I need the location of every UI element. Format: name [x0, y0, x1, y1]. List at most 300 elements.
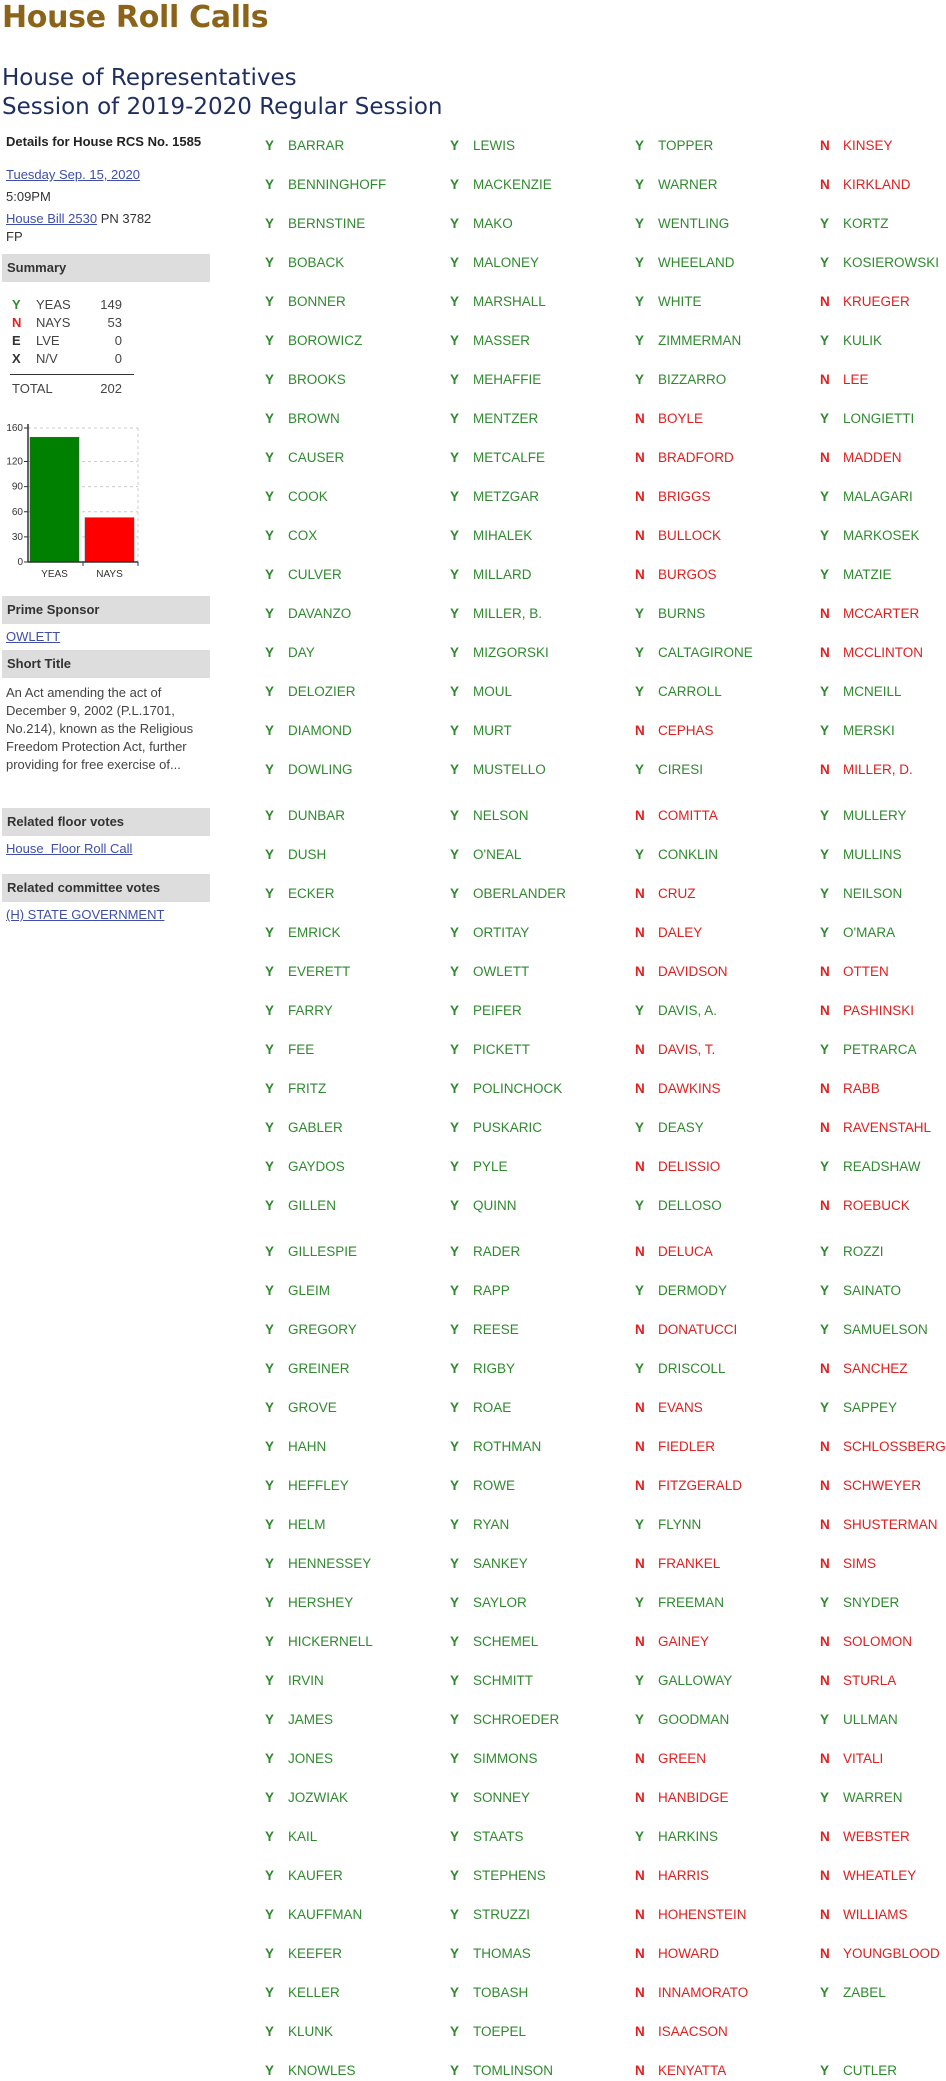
- vote-code: Y: [450, 1159, 460, 1174]
- member-name: MILLER, B.: [473, 606, 543, 621]
- member-name: STRUZZI: [473, 1907, 530, 1922]
- vote-code: N: [635, 411, 645, 426]
- member-name: BERNSTINE: [288, 216, 366, 231]
- vote-code: Y: [820, 1400, 830, 1415]
- vote-code: Y: [450, 1985, 460, 2000]
- vote-code: N: [820, 1517, 830, 1532]
- member-name: BOYLE: [658, 411, 704, 426]
- member-name: WHEATLEY: [843, 1868, 917, 1883]
- vote-code: N: [635, 925, 645, 940]
- member-name: KRUEGER: [843, 294, 910, 309]
- vote-code: Y: [265, 1198, 275, 1213]
- member-name: HENNESSEY: [288, 1556, 372, 1571]
- vote-code: Y: [265, 489, 275, 504]
- member-name: DUNBAR: [288, 808, 346, 823]
- member-name: CALTAGIRONE: [658, 645, 753, 660]
- member-name: NEILSON: [843, 886, 903, 901]
- vote-code: Y: [265, 1003, 275, 1018]
- vote-code: Y: [820, 723, 830, 738]
- total-label: TOTAL: [12, 381, 53, 396]
- vote-code: N: [635, 886, 645, 901]
- member-name: O'NEAL: [473, 847, 522, 862]
- summary-code: N: [12, 315, 22, 330]
- vote-code: Y: [450, 1673, 460, 1688]
- member-name: MEHAFFIE: [473, 372, 542, 387]
- member-name: PETRARCA: [843, 1042, 917, 1057]
- member-name: BONNER: [288, 294, 346, 309]
- vote-code: Y: [450, 1120, 460, 1135]
- vote-code: N: [820, 1556, 830, 1571]
- member-name: ISAACSON: [658, 2024, 728, 2039]
- member-name: PEIFER: [473, 1003, 522, 1018]
- member-name: DAVIS, A.: [658, 1003, 718, 1018]
- member-name: RAVENSTAHL: [843, 1120, 932, 1135]
- vote-code: N: [635, 1907, 645, 1922]
- vote-code: Y: [820, 1283, 830, 1298]
- related-floor-header: Related floor votes: [2, 808, 210, 836]
- vote-code: N: [635, 1081, 645, 1096]
- chart-bar-nays: [85, 518, 134, 562]
- vote-code: N: [635, 489, 645, 504]
- member-name: POLINCHOCK: [473, 1081, 563, 1096]
- vote-code: Y: [450, 886, 460, 901]
- member-name: EMRICK: [288, 925, 341, 940]
- member-name: LEE: [843, 372, 869, 387]
- member-name: ULLMAN: [843, 1712, 898, 1727]
- member-name: GREINER: [288, 1361, 350, 1376]
- vote-code: Y: [635, 138, 645, 153]
- vote-code: Y: [820, 1159, 830, 1174]
- vote-code: Y: [265, 1946, 275, 1961]
- vote-code: Y: [635, 1283, 645, 1298]
- vote-code: Y: [635, 333, 645, 348]
- vote-code: Y: [450, 964, 460, 979]
- vote-code: N: [820, 372, 830, 387]
- member-name: ORTITAY: [473, 925, 530, 940]
- member-name: MALONEY: [473, 255, 540, 270]
- member-name: EVANS: [658, 1400, 703, 1415]
- vote-code: Y: [265, 1556, 275, 1571]
- summary-divider: [10, 374, 134, 375]
- member-name: COX: [288, 528, 318, 543]
- summary-label: YEAS: [36, 297, 71, 312]
- vote-code: Y: [820, 1322, 830, 1337]
- vote-code: Y: [450, 567, 460, 582]
- vote-code: N: [820, 1751, 830, 1766]
- details-heading: Details for House RCS No. 1585: [6, 134, 202, 149]
- member-name: DEASY: [658, 1120, 704, 1135]
- member-name: EVERETT: [288, 964, 351, 979]
- member-name: SIMS: [843, 1556, 877, 1571]
- vote-code: Y: [820, 1042, 830, 1057]
- vote-code: Y: [635, 216, 645, 231]
- vote-code: Y: [265, 1478, 275, 1493]
- vote-code: Y: [450, 684, 460, 699]
- member-name: CIRESI: [658, 762, 704, 777]
- vote-code: Y: [265, 1595, 275, 1610]
- member-name: ZIMMERMAN: [658, 333, 742, 348]
- vote-code: Y: [265, 684, 275, 699]
- summary-label: LVE: [36, 333, 60, 348]
- vote-code: Y: [635, 1517, 645, 1532]
- member-name: GILLESPIE: [288, 1244, 358, 1259]
- vote-code: Y: [450, 1439, 460, 1454]
- vote-code: Y: [820, 1595, 830, 1610]
- member-name: RAPP: [473, 1283, 510, 1298]
- summary-label: N/V: [36, 351, 58, 366]
- member-name: HOWARD: [658, 1946, 719, 1961]
- vote-code: N: [820, 645, 830, 660]
- vote-code: Y: [450, 138, 460, 153]
- vote-code: Y: [820, 925, 830, 940]
- member-name: DALEY: [658, 925, 703, 940]
- committee-vote-link[interactable]: (H) STATE GOVERNMENT: [6, 907, 165, 922]
- member-name: GALLOWAY: [658, 1673, 733, 1688]
- member-name: HERSHEY: [288, 1595, 354, 1610]
- member-name: SIMMONS: [473, 1751, 538, 1766]
- member-name: DELOZIER: [288, 684, 356, 699]
- vote-code: Y: [820, 2063, 830, 2078]
- related-committee-header: Related committee votes: [2, 874, 210, 902]
- vote-code: N: [820, 177, 830, 192]
- vote-code: Y: [450, 1081, 460, 1096]
- member-name: WENTLING: [658, 216, 730, 231]
- page-title: House Roll Calls: [2, 0, 269, 35]
- member-name: GOODMAN: [658, 1712, 730, 1727]
- vote-code: Y: [450, 1868, 460, 1883]
- vote-code: Y: [635, 177, 645, 192]
- member-name: LEWIS: [473, 138, 516, 153]
- member-name: BOBACK: [288, 255, 345, 270]
- member-name: PUSKARIC: [473, 1120, 543, 1135]
- vote-chart: [0, 418, 150, 578]
- member-name: ROWE: [473, 1478, 515, 1493]
- member-name: BULLOCK: [658, 528, 722, 543]
- member-name: HEFFLEY: [288, 1478, 349, 1493]
- member-name: MARSHALL: [473, 294, 546, 309]
- member-name: KINSEY: [843, 138, 893, 153]
- member-name: FRITZ: [288, 1081, 327, 1096]
- member-name: RABB: [843, 1081, 880, 1096]
- member-name: SANCHEZ: [843, 1361, 908, 1376]
- vote-code: N: [820, 1829, 830, 1844]
- member-name: JOZWIAK: [288, 1790, 348, 1805]
- member-name: MADDEN: [843, 450, 902, 465]
- vote-code: Y: [450, 1400, 460, 1415]
- vote-code: N: [635, 1868, 645, 1883]
- vote-code: Y: [265, 1081, 275, 1096]
- member-name: DONATUCCI: [658, 1322, 738, 1337]
- member-name: WILLIAMS: [843, 1907, 908, 1922]
- member-name: REESE: [473, 1322, 519, 1337]
- vote-code: Y: [265, 333, 275, 348]
- member-name: BRADFORD: [658, 450, 734, 465]
- member-name: MCCLINTON: [843, 645, 924, 660]
- vote-code: Y: [265, 138, 275, 153]
- member-name: MILLARD: [473, 567, 532, 582]
- member-name: NELSON: [473, 808, 529, 823]
- total-value: 202: [100, 381, 122, 396]
- bill-link[interactable]: House Bill 2530: [6, 211, 98, 226]
- vote-code: N: [820, 1198, 830, 1213]
- short-title-text: An Act amending the act of December 9, 2002 (P.L.1701, No.214), known as the Religious Freedom Protection Act, further providing for free exercise of...: [6, 685, 194, 772]
- chart-bar-yeas: [30, 437, 79, 562]
- member-name: GAINEY: [658, 1634, 710, 1649]
- member-name: YOUNGBLOOD: [843, 1946, 940, 1961]
- member-name: KLUNK: [288, 2024, 334, 2039]
- vote-code: N: [635, 1634, 645, 1649]
- vote-code: Y: [635, 1361, 645, 1376]
- member-name: BROWN: [288, 411, 340, 426]
- member-name: BRIGGS: [658, 489, 711, 504]
- member-name: KAIL: [288, 1829, 318, 1844]
- vote-code: Y: [450, 1907, 460, 1922]
- vote-code: Y: [635, 762, 645, 777]
- member-name: TOBASH: [473, 1985, 529, 2000]
- vote-code: Y: [450, 1829, 460, 1844]
- vote-code: Y: [635, 606, 645, 621]
- vote-code: N: [635, 1556, 645, 1571]
- summary-row-nv: [10, 350, 132, 368]
- vote-code: Y: [265, 1907, 275, 1922]
- member-name: ROZZI: [843, 1244, 884, 1259]
- vote-code: N: [820, 1634, 830, 1649]
- vote-code: Y: [820, 528, 830, 543]
- vote-code: Y: [450, 1634, 460, 1649]
- vote-code: Y: [635, 847, 645, 862]
- vote-code: Y: [265, 606, 275, 621]
- vote-code: Y: [265, 528, 275, 543]
- vote-code: Y: [265, 1829, 275, 1844]
- session-name: Session of 2019-2020 Regular Session: [2, 94, 443, 120]
- member-name: SAPPEY: [843, 1400, 898, 1415]
- vote-code: Y: [450, 925, 460, 940]
- member-name: SOLOMON: [843, 1634, 913, 1649]
- vote-code: Y: [450, 489, 460, 504]
- vote-code: N: [635, 528, 645, 543]
- member-name: MATZIE: [843, 567, 892, 582]
- member-name: KOSIEROWSKI: [843, 255, 940, 270]
- vote-time: 5:09PM: [6, 189, 51, 204]
- vote-code: Y: [265, 964, 275, 979]
- member-name: MUSTELLO: [473, 762, 546, 777]
- member-name: SCHROEDER: [473, 1712, 560, 1727]
- prime-sponsor-link[interactable]: OWLETT: [6, 629, 61, 644]
- member-name: GREEN: [658, 1751, 707, 1766]
- floor-roll-call-link[interactable]: House Floor Roll Call: [6, 841, 133, 856]
- vote-code: Y: [450, 1283, 460, 1298]
- vote-code: N: [820, 1673, 830, 1688]
- vote-code: Y: [265, 1244, 275, 1259]
- member-name: HAHN: [288, 1439, 327, 1454]
- member-name: OWLETT: [473, 964, 530, 979]
- vote-code: Y: [820, 1712, 830, 1727]
- member-name: WHITE: [658, 294, 702, 309]
- member-name: READSHAW: [843, 1159, 921, 1174]
- vote-code: Y: [820, 333, 830, 348]
- summary-total-row: [10, 380, 132, 398]
- vote-code: Y: [635, 684, 645, 699]
- member-name: INNAMORATO: [658, 1985, 749, 2000]
- summary-label: NAYS: [36, 315, 71, 330]
- member-name: DELUCA: [658, 1244, 713, 1259]
- short-title-header: Short Title: [2, 650, 210, 678]
- member-name: FRANKEL: [658, 1556, 721, 1571]
- chart-x-tick-label: NAYS: [96, 569, 123, 578]
- chart-x-tick-label: YEAS: [41, 569, 68, 578]
- vote-code: Y: [450, 1042, 460, 1057]
- vote-code: Y: [265, 1790, 275, 1805]
- vote-code: Y: [265, 1439, 275, 1454]
- vote-code: Y: [265, 1712, 275, 1727]
- vote-code: Y: [265, 2024, 275, 2039]
- member-name: JAMES: [288, 1712, 334, 1727]
- member-name: STAATS: [473, 1829, 524, 1844]
- vote-code: N: [635, 1946, 645, 1961]
- vote-code: N: [635, 1790, 645, 1805]
- chamber-name: House of Representatives: [2, 65, 297, 91]
- member-name: DELLOSO: [658, 1198, 722, 1213]
- vote-code: Y: [820, 808, 830, 823]
- vote-code: Y: [450, 808, 460, 823]
- vote-code: N: [635, 1322, 645, 1337]
- member-name: FEE: [288, 1042, 315, 1057]
- vote-code: N: [820, 606, 830, 621]
- member-name: KAUFER: [288, 1868, 343, 1883]
- member-name: CONKLIN: [658, 847, 719, 862]
- vote-code: Y: [450, 294, 460, 309]
- member-name: SHUSTERMAN: [843, 1517, 938, 1532]
- vote-code: N: [820, 1081, 830, 1096]
- vote-code: Y: [635, 1595, 645, 1610]
- vote-code: Y: [635, 372, 645, 387]
- vote-code: Y: [450, 1595, 460, 1610]
- summary-row-nays: [10, 314, 132, 332]
- member-name: MAKO: [473, 216, 513, 231]
- vote-code: Y: [265, 1517, 275, 1532]
- vote-code: Y: [820, 1790, 830, 1805]
- vote-code: N: [820, 762, 830, 777]
- member-name: KENYATTA: [658, 2063, 727, 2078]
- vote-code: Y: [265, 886, 275, 901]
- member-name: KULIK: [843, 333, 883, 348]
- member-name: CAUSER: [288, 450, 345, 465]
- vote-code: Y: [265, 1985, 275, 2000]
- summary-row-yeas: [10, 296, 132, 314]
- vote-code: Y: [450, 606, 460, 621]
- member-name: DRISCOLL: [658, 1361, 726, 1376]
- vote-code: Y: [820, 684, 830, 699]
- member-name: FIEDLER: [658, 1439, 716, 1454]
- vote-code: Y: [265, 216, 275, 231]
- vote-code: N: [635, 1439, 645, 1454]
- vote-code: N: [635, 723, 645, 738]
- member-name: DAY: [288, 645, 315, 660]
- vote-code: Y: [450, 528, 460, 543]
- member-name: COMITTA: [658, 808, 718, 823]
- summary-header: Summary: [2, 254, 210, 282]
- member-name: DAVIDSON: [658, 964, 728, 979]
- vote-code: Y: [265, 762, 275, 777]
- vote-code: Y: [265, 723, 275, 738]
- vote-code: Y: [265, 808, 275, 823]
- vote-code: Y: [450, 372, 460, 387]
- vote-code: N: [635, 1042, 645, 1057]
- member-name: RYAN: [473, 1517, 510, 1532]
- vote-code: Y: [635, 1673, 645, 1688]
- member-name: ECKER: [288, 886, 335, 901]
- vote-code: Y: [450, 2063, 460, 2078]
- member-name: GROVE: [288, 1400, 337, 1415]
- member-name: MOUL: [473, 684, 513, 699]
- summary-code: X: [12, 351, 21, 366]
- member-name: SCHEMEL: [473, 1634, 539, 1649]
- vote-code: Y: [265, 1283, 275, 1298]
- vote-code: Y: [820, 255, 830, 270]
- vote-code: N: [820, 1946, 830, 1961]
- member-name: WARNER: [658, 177, 718, 192]
- member-name: STURLA: [843, 1673, 897, 1688]
- member-name: HARKINS: [658, 1829, 719, 1844]
- member-name: DUSH: [288, 847, 327, 862]
- summary-value: 53: [107, 315, 122, 330]
- vote-code: Y: [820, 886, 830, 901]
- member-name: COOK: [288, 489, 328, 504]
- member-name: O'MARA: [843, 925, 896, 940]
- member-name: DERMODY: [658, 1283, 728, 1298]
- member-name: SAINATO: [843, 1283, 902, 1298]
- vote-code: Y: [635, 1003, 645, 1018]
- chart-y-tick-label: 30: [11, 531, 23, 543]
- vote-code: Y: [450, 1712, 460, 1727]
- vote-code: Y: [450, 1322, 460, 1337]
- member-name: HELM: [288, 1517, 326, 1532]
- vote-code: Y: [450, 1244, 460, 1259]
- member-name: TOMLINSON: [473, 2063, 554, 2078]
- member-name: DOWLING: [288, 762, 353, 777]
- member-name: KELLER: [288, 1985, 340, 2000]
- member-name: RIGBY: [473, 1361, 516, 1376]
- vote-code: N: [820, 1907, 830, 1922]
- vote-code: Y: [635, 1198, 645, 1213]
- vote-date-link[interactable]: Tuesday Sep. 15, 2020: [6, 167, 140, 182]
- vote-code: Y: [265, 1120, 275, 1135]
- vote-code: Y: [265, 177, 275, 192]
- member-name: BURNS: [658, 606, 706, 621]
- vote-code: N: [820, 1120, 830, 1135]
- member-name: SAYLOR: [473, 1595, 527, 1610]
- vote-code: Y: [820, 1244, 830, 1259]
- member-name: METCALFE: [473, 450, 546, 465]
- vote-code: N: [635, 1400, 645, 1415]
- vote-code: Y: [635, 645, 645, 660]
- member-name: DAVIS, T.: [658, 1042, 716, 1057]
- member-name: KORTZ: [843, 216, 889, 231]
- member-name: SONNEY: [473, 1790, 531, 1805]
- member-name: WHEELAND: [658, 255, 735, 270]
- vote-code: N: [820, 450, 830, 465]
- vote-code: Y: [450, 1198, 460, 1213]
- vote-code: Y: [265, 645, 275, 660]
- member-name: ROAE: [473, 1400, 512, 1415]
- vote-code: Y: [265, 1673, 275, 1688]
- vote-code: N: [820, 964, 830, 979]
- member-name: METZGAR: [473, 489, 539, 504]
- member-name: IRVIN: [288, 1673, 324, 1688]
- vote-code: Y: [450, 1361, 460, 1376]
- member-name: ROEBUCK: [843, 1198, 910, 1213]
- member-name: WARREN: [843, 1790, 903, 1805]
